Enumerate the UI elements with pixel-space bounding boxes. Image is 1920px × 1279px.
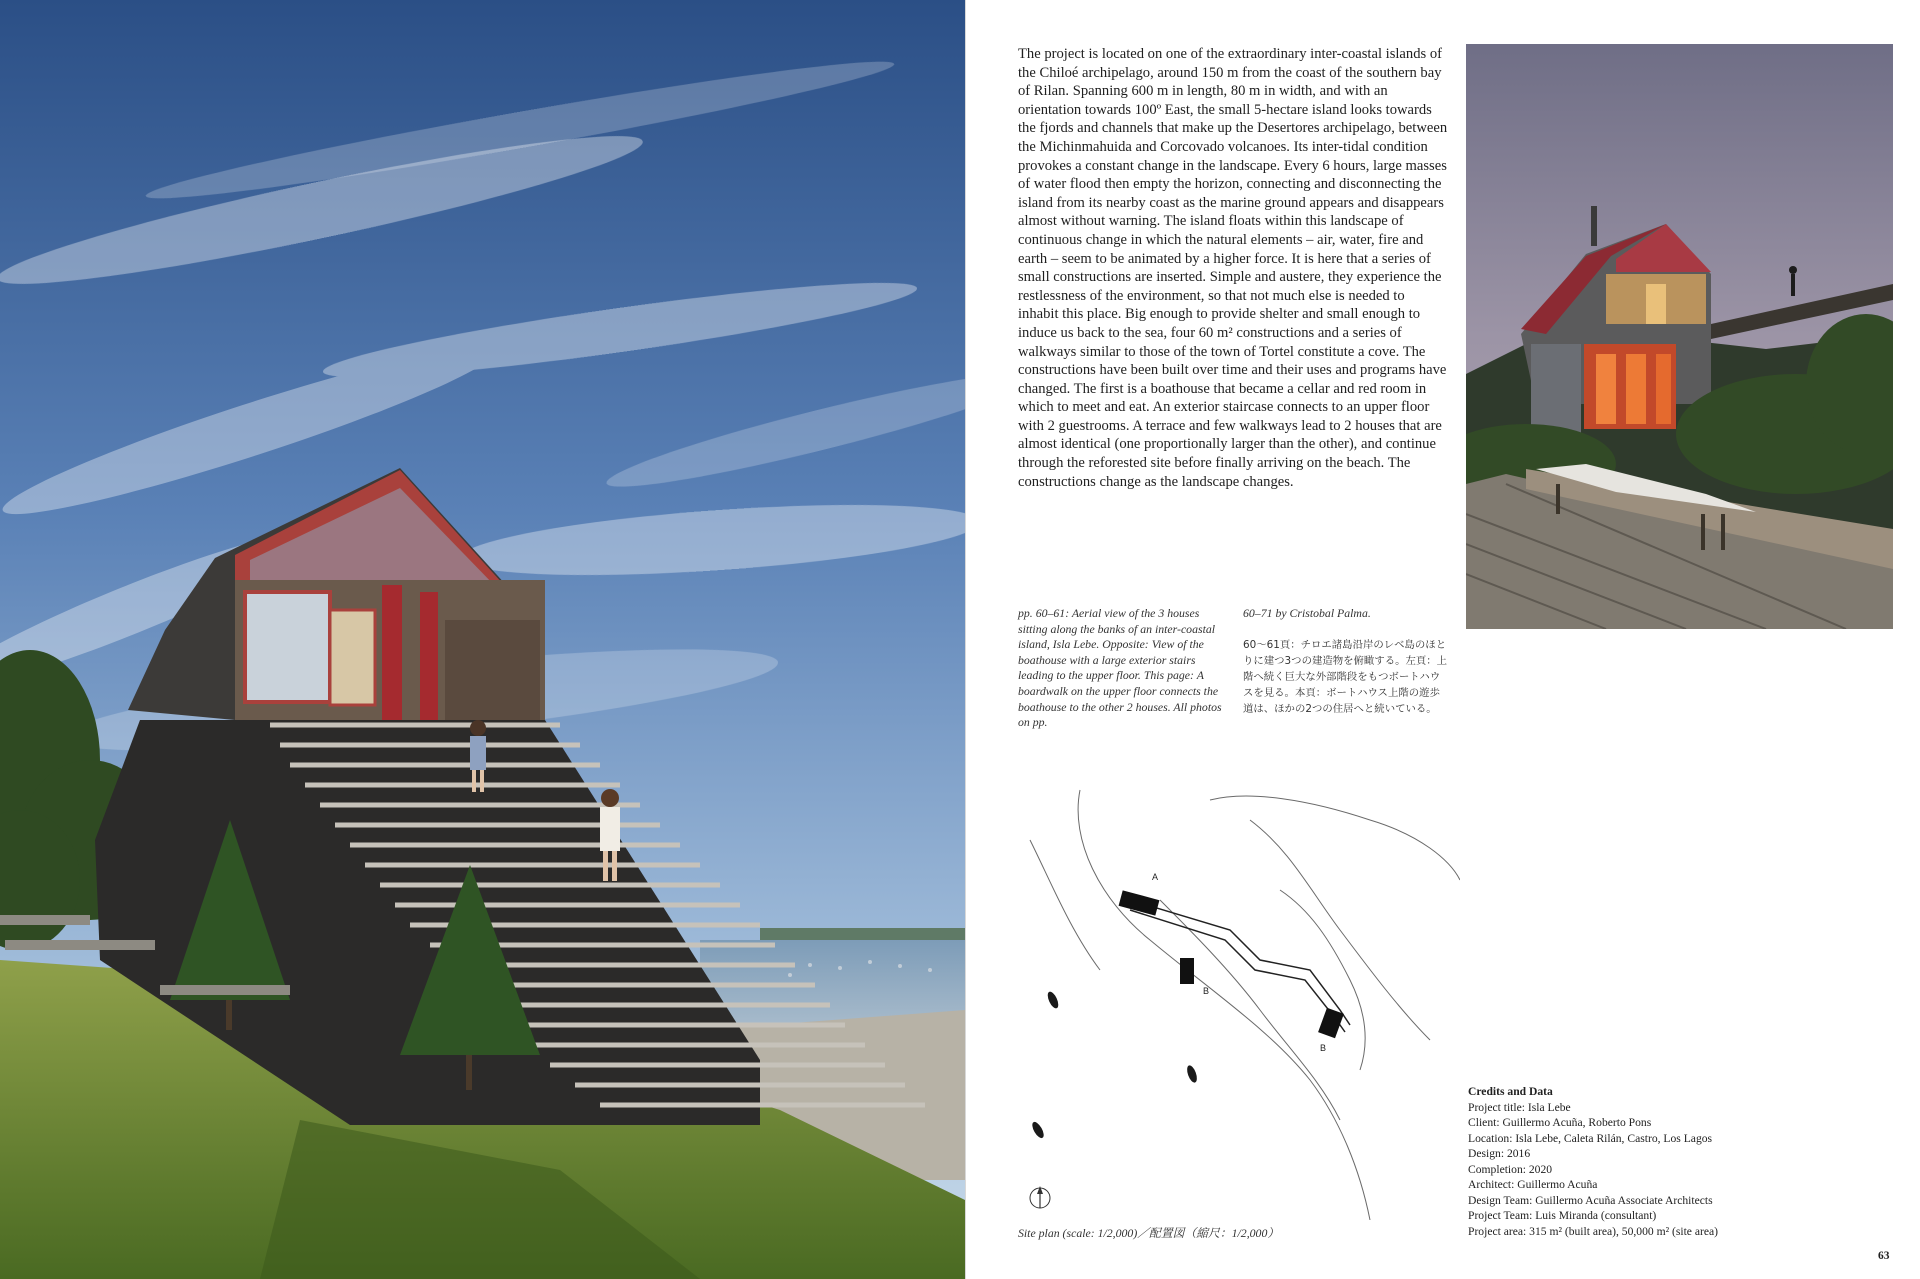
- site-plan-drawing: [1010, 780, 1460, 1220]
- credit-project-title: Project title: Isla Lebe: [1468, 1100, 1571, 1114]
- credit-completion-year: Completion: 2020: [1468, 1162, 1553, 1176]
- credits-and-data: [1468, 1084, 1888, 1239]
- credit-design-year: Design: 2016: [1468, 1147, 1531, 1160]
- credit-project-area: Project area: 315 m² (built area), 50,000 m² (site area): [1468, 1224, 1719, 1238]
- page-number: 63: [1878, 1250, 1890, 1262]
- page-gutter: [965, 0, 966, 1279]
- credit-architect: Architect: Guillermo Acuña: [1468, 1178, 1598, 1191]
- credit-location: Location: Isla Lebe, Caleta Rilán, Castro, Los Lagos: [1468, 1131, 1713, 1145]
- photo-caption-english: pp. 60–61: Aerial view of the 3 houses sitting along the banks of an inter-coastal island, Isla Lebe. Opposite: View of the boathouse with a large exterior stairs leading to the upper floor. This page: A boardwalk on the upper floor connects the boathouse to the other 2 houses. All photos on pp.: [1018, 606, 1222, 730]
- credit-design-team: Design Team: Guillermo Acuña Associate Architects: [1468, 1193, 1713, 1207]
- credit-project-team: Project Team: Luis Miranda (consultant): [1468, 1209, 1657, 1222]
- body-text: The project is located on one of the extraordinary inter-coastal islands of the Chiloé archipelago, around 150 m from the coast of the southern bay of Rilan. Spanning 600 m in length, 80 m in width, and with an orientation towards 100º East, the small 5-hectare island looks towards the fjords and channels that make up the Desertores archipelago, between the Michinmahuida and Corcovado volcanoes. Its inter-tidal condition provokes a constant change in the landscape. Every 6 hours, large masses of water flood then empty the horizon, connecting and disconnecting the island from its nearby coast as the marine ground appears and disappears almost without warning. The island floats within this landscape of continuous change in which the natural elements – air, water, fire and earth – seem to be animated by a higher force. It is here that a series of small constructions are inserted. Simple and austere, they experience the restlessness of the environment, so that not much else is needed to inhabit this place. Big enough to provide shelter and small enough to induce us back to the sea, four 60 m² constructions and a series of walkways similar to those of the town of Tortel constitute a cove. The constructions have been built over time and their uses and programs have changed. The first is a boathouse that became a cellar and red room in which to meet and eat. An exterior staircase connects to an upper floor with 2 guestrooms. A terrace and few walkways lead to 2 houses that are almost identical (one proportionally larger than the other), and continue through the reforested site before finally arriving on the beach. The constructions change as the landscape changes.: [1018, 46, 1448, 490]
- credits-list: [1468, 1100, 1888, 1240]
- site-label-a: A: [1152, 872, 1159, 882]
- credits-title: Credits and Data: [1468, 1085, 1553, 1098]
- site-label-b: B: [1320, 1043, 1327, 1053]
- photo-credit-caption: 60–71 by Cristobal Palma.: [1243, 606, 1371, 620]
- credit-client: Client: Guillermo Acuña, Roberto Pons: [1468, 1116, 1652, 1129]
- house-dusk-photo: [1466, 44, 1893, 629]
- site-label-b: B: [1203, 986, 1210, 996]
- north-arrow-icon: [1030, 1186, 1050, 1208]
- photo-caption-japanese: 60〜61頁：チロエ諸島沿岸のレベ島のほとりに建つ3つの建造物を俯瞰する。左頁：上階へ続く巨大な外部階段をもつボートハウスを見る。本頁：ボートハウス上階の遊歩道は、ほかの2つの住居へと続いている。: [1243, 639, 1448, 715]
- site-plan-caption: Site plan (scale: 1/2,000)／配置図（縮尺：1/2,000）: [1018, 1226, 1280, 1240]
